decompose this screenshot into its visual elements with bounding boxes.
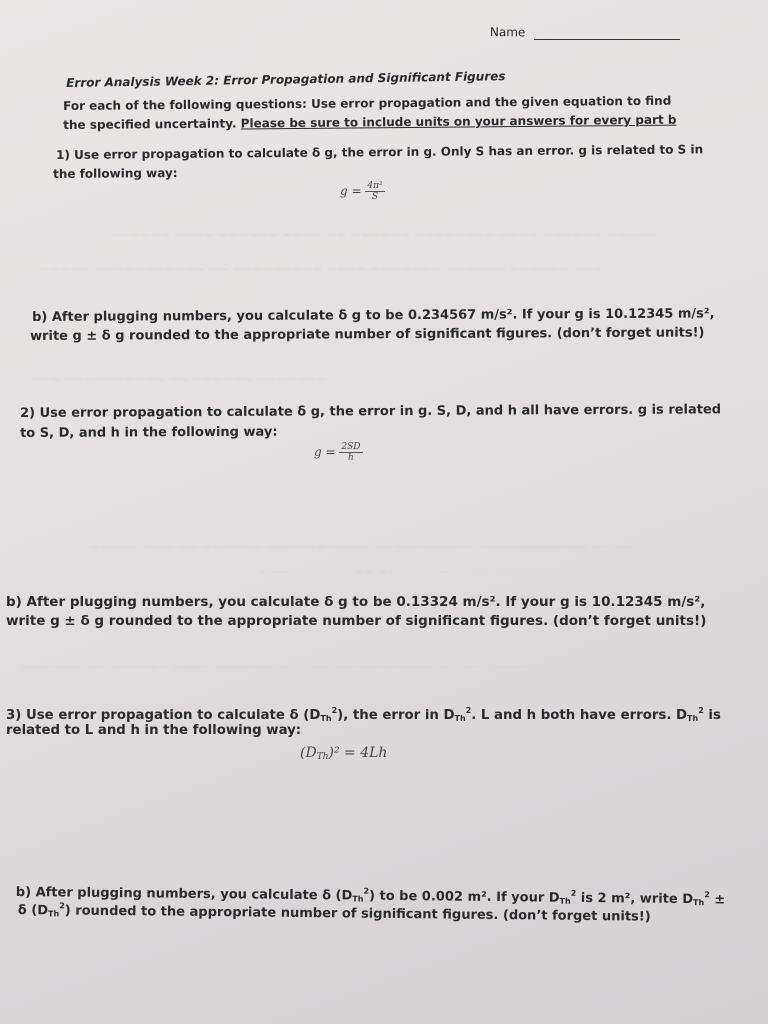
- bleed-through-text: ~~~~~~ ~~ ~~~~~~ ~~~~ ~~~~~~ ~~~~~ ~~~~~~~~~~ ~~ ~~~~~~~~~~: [20, 660, 564, 674]
- q3-eq-rhs: )² = 4Lh: [328, 745, 388, 761]
- bleed-through-text: ~~~~~~ ~~~~ ~~~~~~ ~~~~ ~~ ~~~~~~ ~~~~~~~~ ~~~~ ~~~~~~ ~~~~~: [110, 228, 658, 242]
- q3-sup-2: 2: [363, 886, 370, 896]
- q3-prompt-part3: . L and h both have errors. D: [471, 708, 688, 723]
- q2-eq-lhs: g =: [314, 445, 336, 459]
- q1-b-line1: b) After plugging numbers, you calculate δ g to be 0.234567 m/s². If your g is 10.12345 m/s²,: [32, 306, 715, 325]
- q2-b-line2: write g ± δ g rounded to the appropriate number of significant figures. (don’t forget units!): [6, 613, 707, 629]
- q3-b-part1: b) After plugging numbers, you calculate δ (D: [15, 884, 353, 904]
- q3-b-answer-area[interactable]: [16, 930, 716, 1010]
- q3-sub-th: Th: [352, 894, 364, 904]
- q3-sub-th: Th: [687, 714, 699, 723]
- q3-b-part5: δ (D: [17, 902, 49, 919]
- q1-eq-numerator: 4π²: [367, 181, 383, 191]
- q1-b-answer-area[interactable]: [30, 352, 710, 402]
- instructions: [63, 92, 693, 135]
- q3-b-part4: ±: [709, 892, 726, 908]
- name-line[interactable]: [534, 39, 680, 40]
- q2-prompt-line2: to S, D, and h in the following way:: [20, 424, 278, 441]
- q2-b-answer-area[interactable]: [6, 640, 706, 690]
- q3-b-part2: ) to be 0.002 m². If your D: [368, 888, 560, 906]
- q3-sub-th: Th: [454, 714, 466, 723]
- q2-eq-denominator: h: [348, 453, 354, 463]
- q1-prompt-line2: the following way:: [53, 165, 178, 181]
- q3-sup-2: 2: [331, 706, 338, 715]
- q3-sup-2: 2: [59, 901, 65, 911]
- instructions-underlined: Please be sure to include units on your answers for every part b: [240, 112, 677, 131]
- q3-sub-th: Th: [559, 896, 571, 906]
- page-title: Error Analysis Week 2: Error Propagation and Significant Figures: [66, 69, 506, 90]
- q1-b-line2: write g ± δ g rounded to the appropriate number of significant figures. (don’t forget units!): [30, 325, 705, 344]
- q3-prompt-part2: ), the error in D: [337, 708, 455, 723]
- bleed-through-text: ~~~~~ ~~~~~~~~~~~ ~~ ~~~~~~~~~ ~~~~ ~~~~~~~ ~~~~~~ ~~~~~~ ~~~: [40, 262, 604, 276]
- name-label: Name: [489, 24, 526, 40]
- q1-eq-fraction: [365, 181, 384, 202]
- q2-eq-numerator: 2SD: [341, 442, 361, 452]
- q3-sup-2: 2: [698, 706, 704, 715]
- q2-b-line1: b) After plugging numbers, you calculate δ g to be 0.13324 m/s². If your g is 10.12345 m/s²,: [6, 594, 706, 610]
- q2-prompt-line1: 2) Use error propagation to calculate δ g, the error in g. S, D, and h all have errors. g is related: [20, 402, 722, 421]
- q3-sub-th: Th: [692, 898, 705, 908]
- q3-b-part3: is 2 m², write D: [576, 890, 694, 908]
- q3-prompt-line2: related to L and h in the following way:: [6, 723, 302, 738]
- q3-sup-2: 2: [704, 890, 710, 900]
- q3-prompt-part1: 3) Use error propagation to calculate δ (D: [6, 708, 321, 723]
- q3-sub-th: Th: [47, 909, 60, 919]
- q3-equation: [300, 745, 387, 762]
- bleed-through-text: ~~~~~~~~~ ~~ ~~~~~~~~~~~ ~~~~~~~~~~~~~~~ ~~~~~~~: [260, 565, 718, 579]
- q2-work-area[interactable]: [20, 460, 720, 580]
- q1-equation: [340, 181, 385, 202]
- q3-sub-th: Th: [320, 714, 332, 723]
- q1-eq-denominator: S: [371, 192, 379, 202]
- q1-prompt-line1: 1) Use error propagation to calculate δ g, the error in g. Only S has an error. g is related to S in: [56, 142, 704, 162]
- q3-b-part6: ) rounded to the appropriate number of significant figures. (don’t forget units!): [64, 903, 651, 925]
- bleed-through-text: ~~~~~ ~~~ ~~ ~~~~~~ ~~~~~~~~~~ ~~ ~~~~~~~~ ~~~~~~~~~~~ ~~~~~: [90, 540, 644, 554]
- q3-eq-lhs: (D: [300, 745, 317, 761]
- q3-sup-2: 2: [465, 706, 472, 715]
- instructions-main: For each of the following questions: Use error propagation and the given equation to find the specified uncertainty.: [63, 93, 672, 132]
- q3-b-line2: [18, 896, 651, 930]
- q3-work-area[interactable]: [6, 770, 706, 870]
- q3-eq-sub: Th: [316, 752, 329, 762]
- q3-sup-2: 2: [570, 888, 577, 898]
- bleed-through-text: ~~~ ~~~~~~~~~~ ~~ ~~~~~~ ~~~~~~~: [30, 372, 327, 386]
- q1-eq-lhs: g =: [340, 184, 362, 198]
- q3-prompt-part4: is: [703, 708, 721, 723]
